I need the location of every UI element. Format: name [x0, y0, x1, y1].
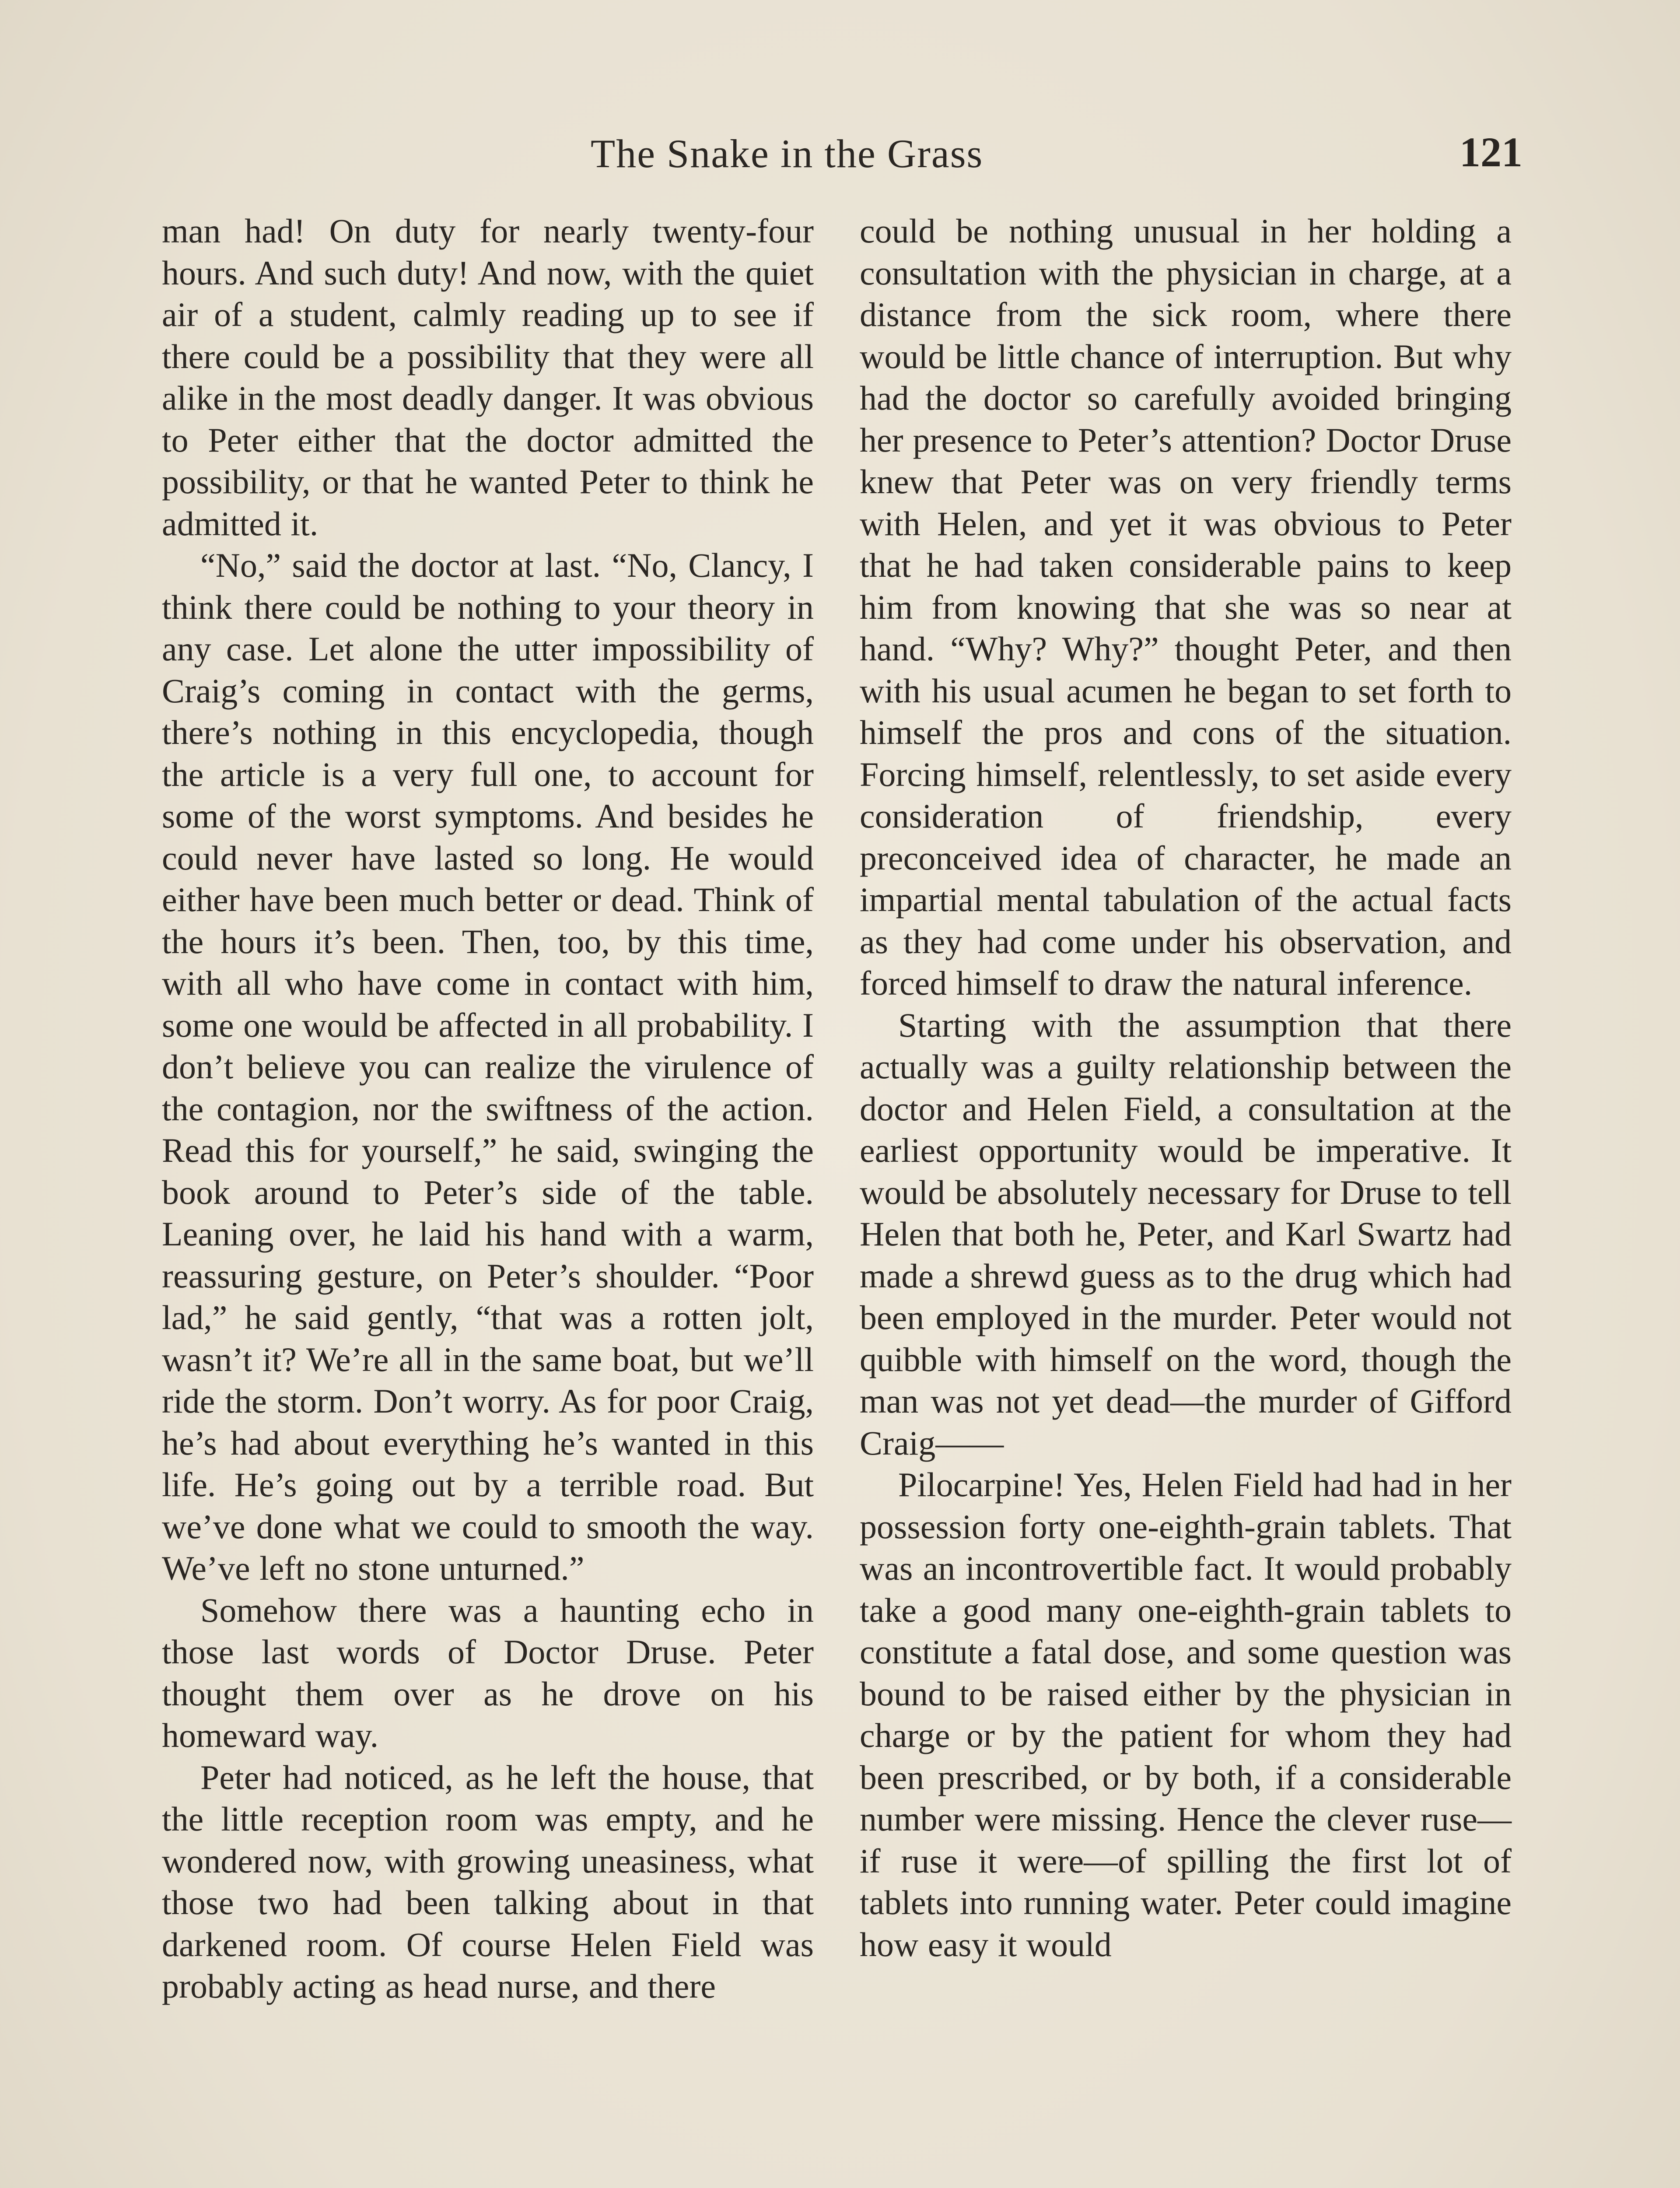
paragraph: Starting with the assumption that there actually was a guilty relationship between the doctor and Helen Field, a consultation at the earliest opportunity would be imperative. It would be absolutely necessary for Druse to tell Helen that both he, Peter, and Karl Swartz had made a shrewd guess as to the drug which had been employed in the murder. Peter would not quibble with himself on the word, though the man was not yet dead—the murder of Gifford Craig—— [860, 1006, 1512, 1462]
page-header [162, 123, 1522, 193]
left-column [162, 210, 814, 2007]
paragraph: could be nothing unusual in her holding a consultation with the physician in charge, at a distance from the sick room, where there would be little chance of interruption. But why had the doctor so carefully avoided bringing her presence to Peter’s attention? Doctor Druse knew that Peter was on very friendly terms with Helen, and yet it was obvious to Peter that he had taken considerable pains to keep him from knowing that she was so near at hand. “Why? Why?” thought Peter, and then with his usual acumen he began to set forth to himself the pros and cons of the situation. Forcing himself, relentlessly, to set aside every consideration of friendship, every preconceived idea of character, he made an impartial mental tabulation of the actual facts as they had come under his observation, and forced himself to draw the natural inference. [860, 212, 1512, 1002]
paragraph: Peter had noticed, as he left the house, that the little reception room was empty, and he wondered now, with growing uneasiness, what those two had been talking about in that darkened room. Of course Helen Field was probably acting as head nurse, and there [162, 1758, 814, 2005]
page-number: 121 [1460, 129, 1522, 175]
paragraph: man had! On duty for nearly twenty-four hours. And such duty! And now, with the quiet air of a student, calmly reading up to see if there could be a possibility that they were all alike in the most deadly danger. It was obvious to Peter either that the doctor admitted the possibility, or that he wanted Peter to think he admitted it. [162, 212, 814, 543]
paragraph: Somehow there was a haunting echo in those last words of Doctor Druse. Peter thought them over as he drove on his homeward way. [162, 1591, 814, 1754]
running-title: The Snake in the Grass [591, 131, 984, 176]
right-column [860, 210, 1512, 1965]
paragraph: “No,” said the doctor at last. “No, Clancy, I think there could be nothing to your theory in any case. Let alone the utter impossibility of Craig’s coming in contact with the germs, there’s nothing in this encyclopedia, though the article is a very full one, to account for some of the worst symptoms. And besides he could never have lasted so long. He would either have been much better or dead. Think of the hours it’s been. Then, too, by this time, with all who have come in contact with him, some one would be affected in all probability. I don’t believe you can realize the virulence of the contagion, nor the swiftness of the action. Read this for yourself,” he said, swinging the book around to Peter’s side of the table. Leaning over, he laid his hand with a warm, reassuring gesture, on Peter’s shoulder. “Poor lad,” he said gently, “that was a rotten jolt, wasn’t it? We’re all in the same boat, but we’ll ride the storm. Don’t worry. As for poor Craig, he’s had about everything he’s wanted in this life. He’s going out by a terrible road. But we’ve done what we could to smooth the way. We’ve left no stone unturned.” [162, 546, 814, 1587]
paragraph: Pilocarpine! Yes, Helen Field had had in her possession forty one-eighth-grain tablets. That was an incontrovertible fact. It would probably take a good many one-eighth-grain tablets to constitute a fatal dose, and some question was bound to be raised either by the physician in charge or by the patient for whom they had been prescribed, or by both, if a considerable number were missing. Hence the clever ruse—if ruse it were—of spilling the first lot of tablets into running water. Peter could imagine how easy it would [860, 1466, 1512, 1964]
